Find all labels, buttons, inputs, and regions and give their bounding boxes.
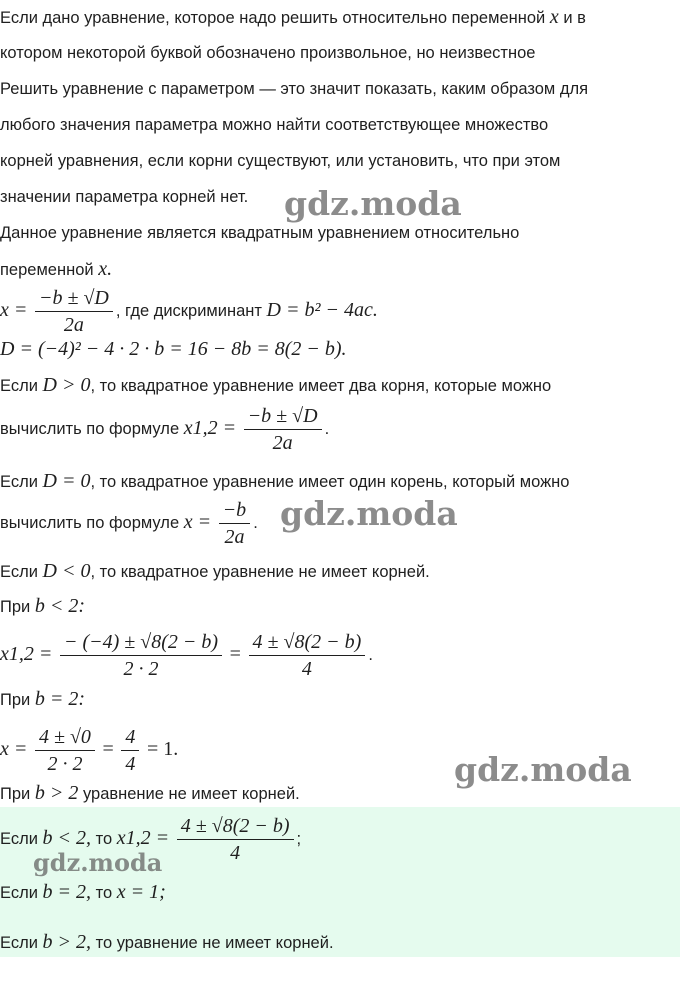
b-less-fraction-2: $\frac{4 \pm √8(2 - b)}{4}$ <box>249 630 366 681</box>
answer-line-2: Если b = 2, то x = 1; <box>0 881 166 903</box>
watermark-logo: gdz.moda <box>454 750 632 789</box>
b-equal-fraction-2: $\frac{4}{4}$ <box>121 725 139 776</box>
zero-fraction: $\frac{-b}{2a}$ <box>219 498 251 549</box>
general-formula: x = $\frac{-b \pm √D}{2a}$ , где дискриминант D = b² − 4ac. <box>0 287 378 336</box>
answer-fraction: $\frac{4 \pm √8(2 - b)}{4}$ <box>177 814 294 865</box>
answer-line-1: Если b < 2, то x1,2 = $\frac{4 \pm √8(2 - b)}{4}$ ; <box>0 815 302 864</box>
positive-fraction: $\frac{-b \pm √D}{2a}$ <box>244 404 322 455</box>
b-greater-line: При b > 2 уравнение не имеет корней. <box>0 782 300 804</box>
intro-line-4: любого значения параметра можно найти соответствующее множество <box>0 116 549 134</box>
case-zero-formula: вычислить по формуле x = $\frac{-b}{2a}$ . <box>0 499 258 548</box>
b-equal-label: При b = 2: <box>0 688 86 710</box>
intro-line-3: Решить уравнение с параметром — это значит показать, каким образом для <box>0 80 589 98</box>
watermark-logo: gdz.moda <box>284 184 462 223</box>
intro-line-7: Данное уравнение является квадратным уравнением относительно <box>0 224 520 242</box>
discriminant-line: D = (−4)² − 4 · 2 · b = 16 − 8b = 8(2 − b). <box>0 338 347 360</box>
case-positive-formula: вычислить по формуле x1,2 = $\frac{-b \pm √D}{2a}$ . <box>0 405 330 454</box>
intro-line-8: переменной x. <box>0 258 113 280</box>
case-zero-line: Если D = 0, то квадратное уравнение имеет один корень, который можно <box>0 470 570 492</box>
intro-line-6: значении параметра корней нет. <box>0 188 249 206</box>
case-positive-line: Если D > 0, то квадратное уравнение имеет два корня, которые можно <box>0 374 552 396</box>
watermark-logo: gdz.moda <box>280 494 458 533</box>
b-equal-formula: x = $\frac{4 \pm √0}{2 \cdot 2}$ = $\frac{4}{4}$ = 1. <box>0 726 179 775</box>
watermark-logo: gdz.moda <box>33 848 163 877</box>
b-equal-fraction-1: $\frac{4 \pm √0}{2 \cdot 2}$ <box>35 725 95 776</box>
general-fraction: $\frac{-b \pm √D}{2a}$ <box>35 286 113 337</box>
intro-line-5: корней уравнения, если корни существуют, или установить, что при этом <box>0 152 561 170</box>
b-less-label: При b < 2: <box>0 595 86 617</box>
intro-line-2: котором некоторой буквой обозначено произвольное, но неизвестное <box>0 44 536 62</box>
intro-line-1: Если дано уравнение, которое надо решить относительно переменной x и в <box>0 6 586 28</box>
case-negative-line: Если D < 0, то квадратное уравнение не имеет корней. <box>0 560 430 582</box>
b-less-fraction-1: $\frac{- (-4) \pm √8(2 - b)}{2 \cdot 2}$ <box>60 630 222 681</box>
answer-line-3: Если b > 2, то уравнение не имеет корней. <box>0 931 334 953</box>
b-less-formula: x1,2 = $\frac{- (-4) \pm √8(2 - b)}{2 \cdot 2}$ = $\frac{4 \pm √8(2 - b)}{4}$ . <box>0 631 373 680</box>
